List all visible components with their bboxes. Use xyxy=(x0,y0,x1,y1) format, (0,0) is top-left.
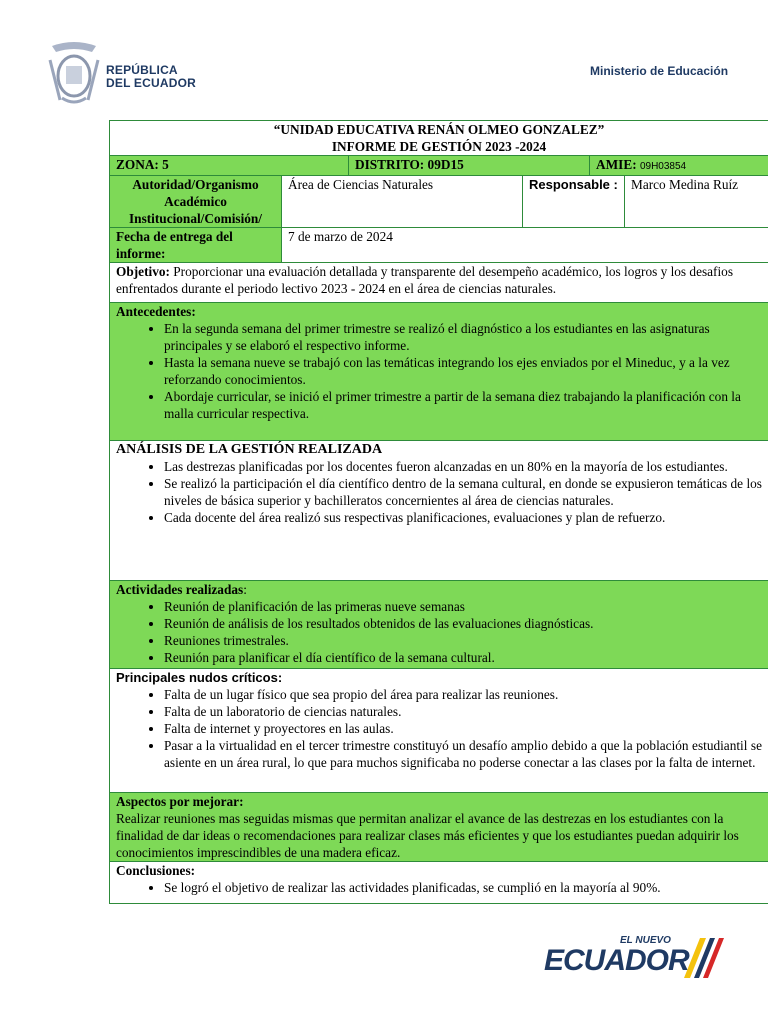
list-item: • Falta de un laboratorio de ciencias naturales. xyxy=(164,703,762,720)
nudos-row xyxy=(110,669,768,793)
list-item: • Hasta la semana nueve se trabajó con las temáticas integrando los ejes enviados por el Mineduc, y a la vez reforzando conocimientos. xyxy=(164,354,762,388)
antecedentes-list xyxy=(116,320,762,422)
fecha-value: 7 de marzo de 2024 xyxy=(282,228,768,263)
list-item: • Reunión de planificación de las primeras nueve semanas xyxy=(164,598,762,615)
distrito-cell: DISTRITO: 09D15 xyxy=(349,156,590,176)
logo-small-text: EL NUEVO xyxy=(620,935,671,946)
list-item: • Abordaje curricular, se inició el primer trimestre a partir de la semana diez trabajando la planificación con la malla curricular respectiva. xyxy=(164,388,762,422)
objetivo-cell xyxy=(110,263,768,303)
objetivo-row xyxy=(110,263,768,303)
school-name: “UNIDAD EDUCATIVA RENÁN OLMEO GONZALEZ” xyxy=(273,122,605,137)
ministry-label: Ministerio de Educación xyxy=(590,64,729,78)
list-item: • Reunión de análisis de los resultados obtenidos de las evaluaciones diagnósticas. xyxy=(164,615,762,632)
conclusiones-title: Conclusiones: xyxy=(116,863,196,878)
authority-row xyxy=(110,176,768,228)
actividades-list xyxy=(116,598,762,666)
objetivo-label: Objetivo: xyxy=(116,264,170,279)
aspectos-title: Aspectos por mejorar: xyxy=(116,794,244,809)
list-item: • Las destrezas planificadas por los docentes fueron alcanzadas en un 80% en la mayoría de los estudiantes. xyxy=(164,458,762,475)
list-item: • Se realizó la participación el día científico dentro de la semana cultural, en donde se expusieron temáticas de los niveles de básica superior y bachilleratos concernientes al área de ciencias naturales. xyxy=(164,475,762,509)
report-table xyxy=(109,120,768,904)
report-title xyxy=(110,121,768,156)
analisis-row xyxy=(110,441,768,581)
conclusiones-section xyxy=(110,862,768,904)
list-item: • Falta de internet y proyectores en las aulas. xyxy=(164,720,762,737)
actividades-section xyxy=(110,581,768,669)
list-item: • En la segunda semana del primer trimestre se realizó el diagnóstico a los estudiantes en las asignaturas principales y se elaboró el respectivo informe. xyxy=(164,320,762,354)
flag-stripes-icon xyxy=(670,934,730,982)
nudos-section xyxy=(110,669,768,793)
aspectos-section xyxy=(110,793,768,862)
fecha-label: Fecha de entrega del informe: xyxy=(110,228,282,263)
actividades-heading: Actividades realizadas: xyxy=(116,582,247,597)
analisis-list xyxy=(116,458,762,526)
republic-logo-text: REPÚBLICA DEL ECUADOR xyxy=(106,63,196,90)
analisis-section xyxy=(110,441,768,581)
antecedentes-row xyxy=(110,303,768,441)
report-name: INFORME DE GESTIÓN 2023 -2024 xyxy=(331,139,547,154)
responsable-label: Responsable : xyxy=(523,176,625,228)
authority-label: Autoridad/Organismo Académico Institucional/Comisión/ xyxy=(110,176,282,228)
list-item: • Se logró el objetivo de realizar las actividades planificadas, se cumplió en la mayoría al 90%. xyxy=(164,879,762,896)
conclusiones-list xyxy=(116,879,762,896)
antecedentes-title: Antecedentes: xyxy=(116,304,196,319)
zone-row xyxy=(110,156,768,176)
amie-code: 09H03854 xyxy=(639,161,687,172)
nudos-title: Principales nudos críticos: xyxy=(116,670,283,685)
title-row xyxy=(110,121,768,156)
objetivo-text: Proporcionar una evaluación detallada y transparente del desempeño académico, los logros y los desafios enfrentados durante el periodo lectivo 2023 - 2024 en el área de ciencias naturales. xyxy=(116,264,734,296)
actividades-row xyxy=(110,581,768,669)
aspectos-row xyxy=(110,793,768,862)
aspectos-text: Realizar reuniones mas seguidas mismas que permitan analizar el avance de las destrezas en los estudiantes con la finalidad de dar ideas o recomendaciones para realizar clases más eficientes y que los estudiantes puedan adquirir los conocimientos imprescindibles de una madera eficaz. xyxy=(116,811,739,860)
amie-cell: AMIE: 09H03854 xyxy=(590,156,768,176)
analisis-title: ANÁLISIS DE LA GESTIÓN REALIZADA xyxy=(116,442,383,457)
actividades-title: Actividades realizadas xyxy=(116,582,244,597)
nudos-list xyxy=(116,686,762,771)
zona-cell: ZONA: 5 xyxy=(110,156,349,176)
el-nuevo-ecuador-logo xyxy=(540,930,730,990)
list-item: • Reunión para planificar el día científico de la semana cultural. xyxy=(164,649,762,666)
conclusiones-row xyxy=(110,862,768,904)
antecedentes-section xyxy=(110,303,768,441)
responsable-name: Marco Medina Ruíz xyxy=(625,176,768,228)
logo-big-text: ECUADOR xyxy=(544,944,689,977)
date-row xyxy=(110,228,768,263)
list-item: • Falta de un lugar físico que sea propio del área para realizar las reuniones. xyxy=(164,686,762,703)
list-item: • Pasar a la virtualidad en el tercer trimestre constituyó un desafío amplio debido a que la población estudiantil se asiente en un área rural, lo que para muchos significaba no poderse conectar a las clases por la falta de internet. xyxy=(164,737,762,771)
coat-of-arms-icon xyxy=(44,40,104,106)
list-item: • Cada docente del área realizó sus respectivas planificaciones, evaluaciones y plan de refuerzo. xyxy=(164,509,762,526)
list-item: • Reuniones trimestrales. xyxy=(164,632,762,649)
area-value: Área de Ciencias Naturales xyxy=(282,176,523,228)
